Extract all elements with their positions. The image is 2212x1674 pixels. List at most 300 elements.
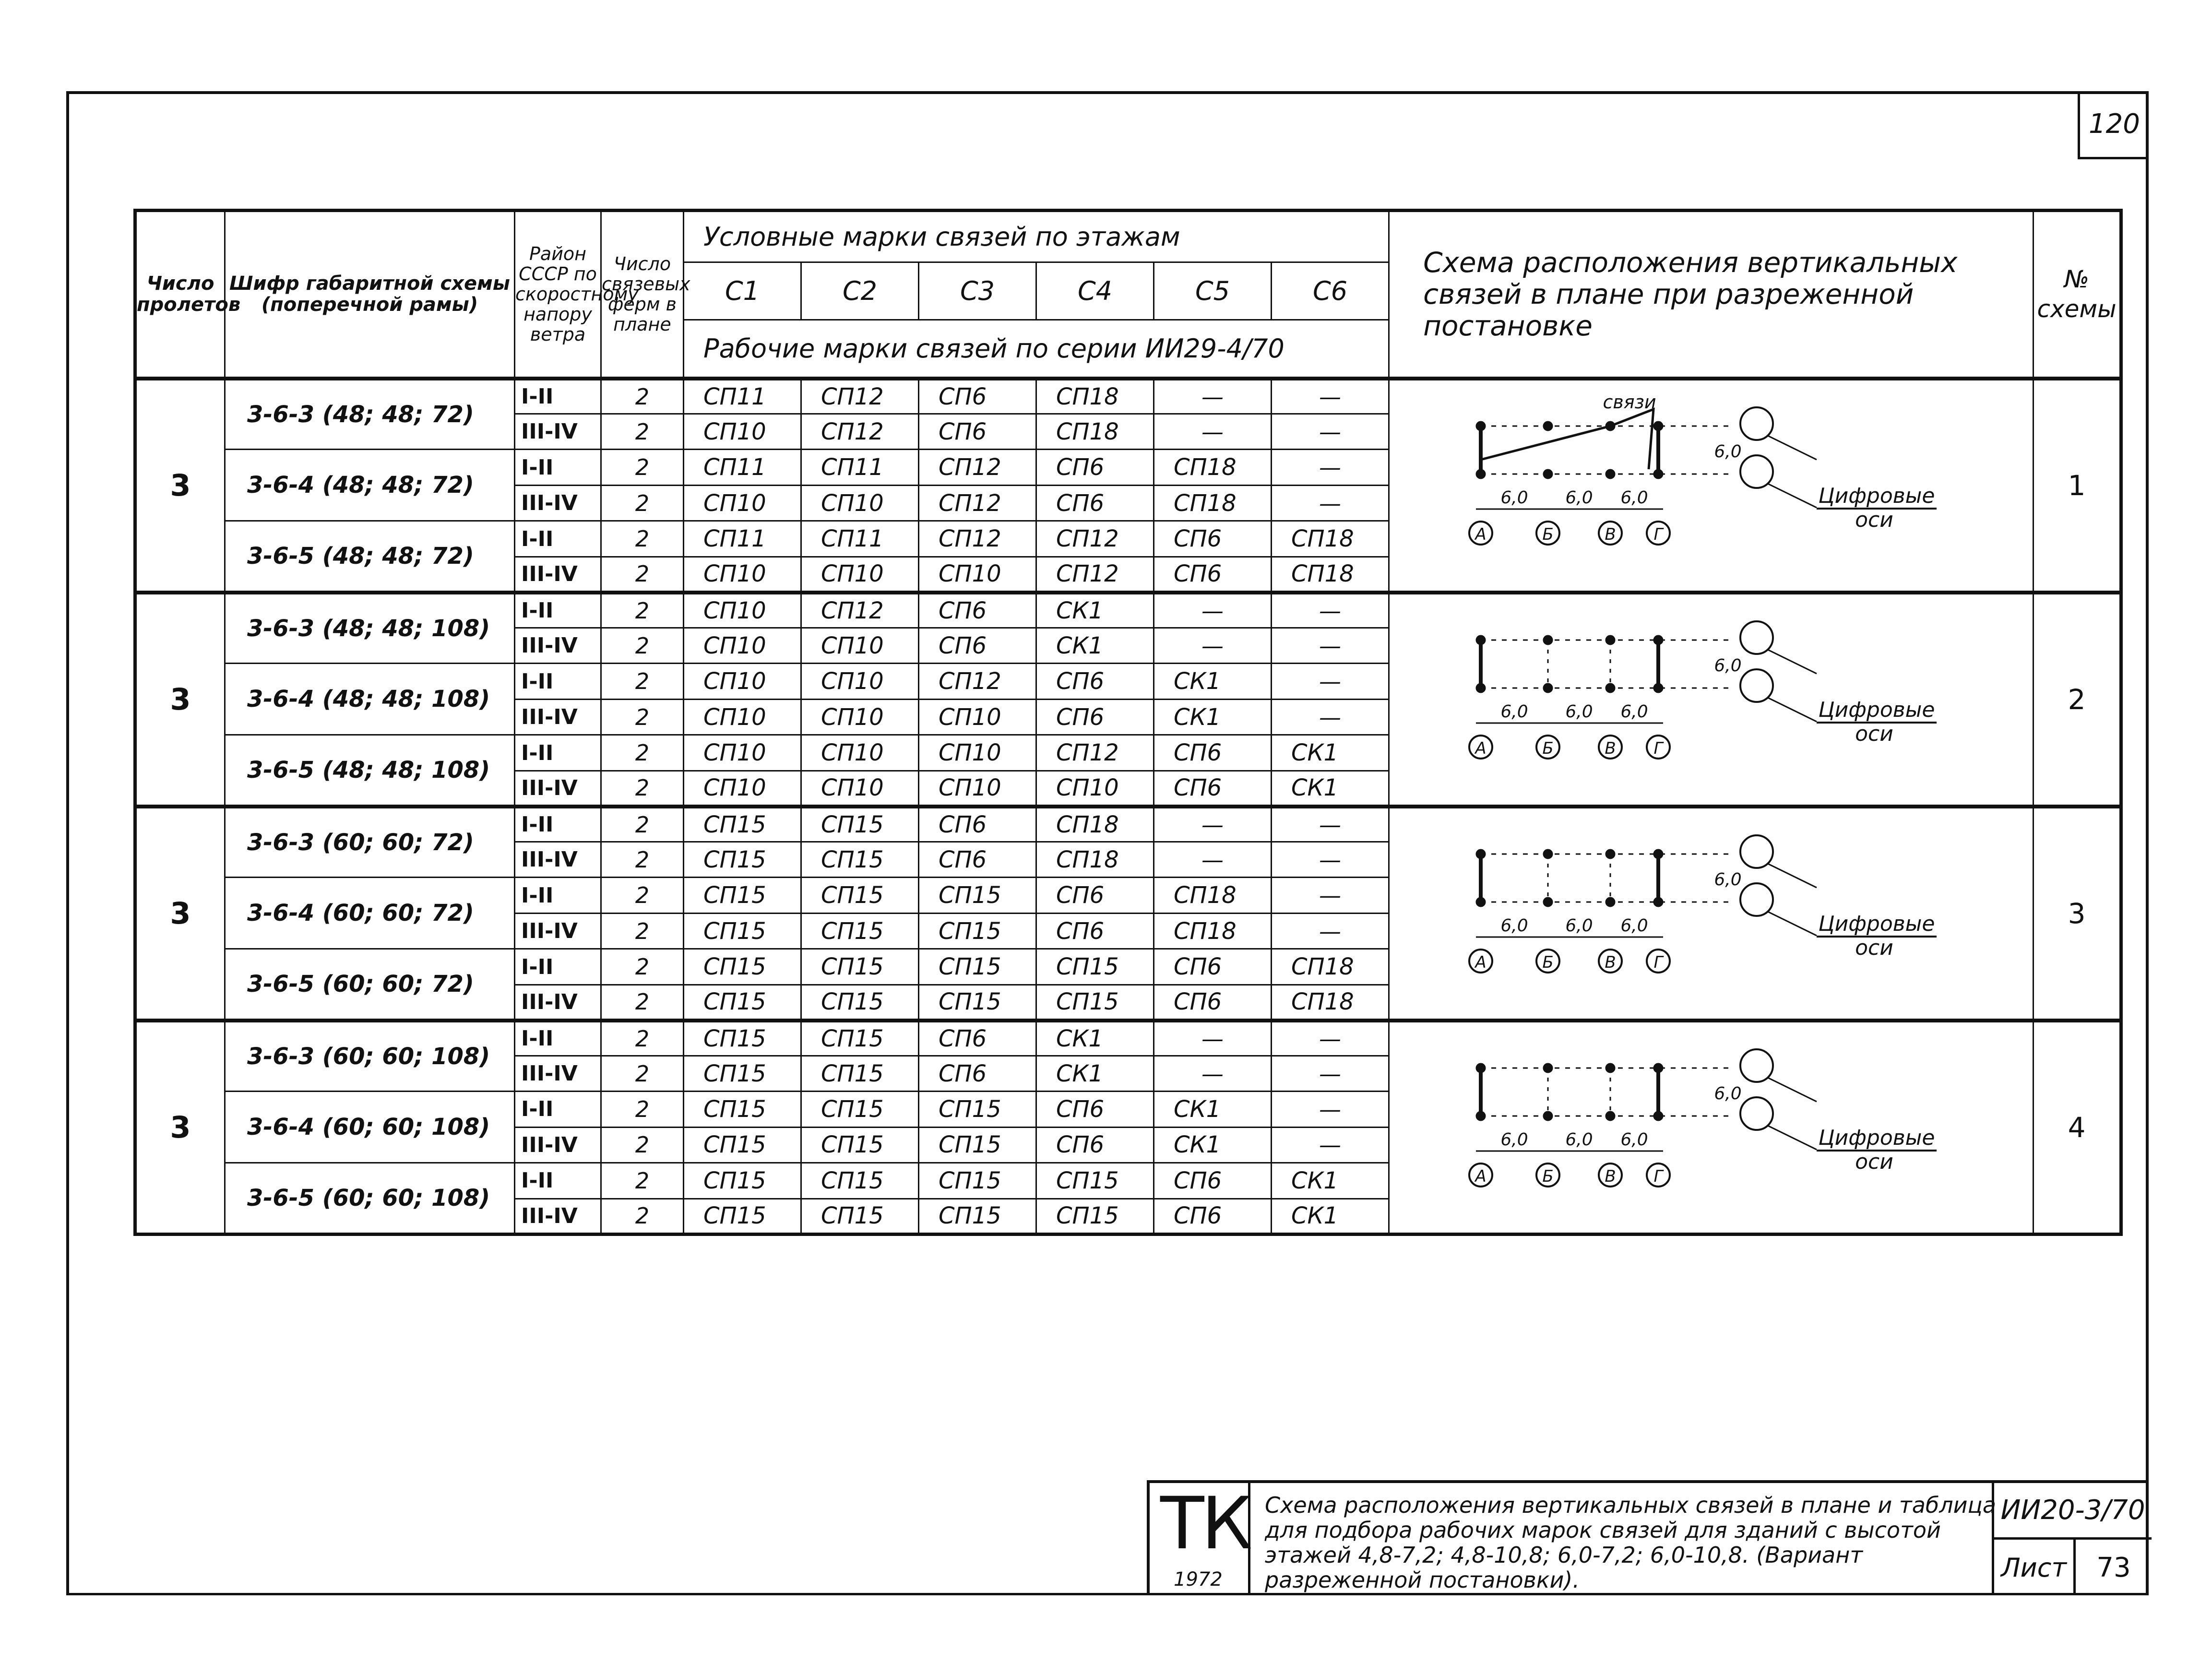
- leader-line: [1768, 912, 1817, 936]
- column-node: [1654, 1112, 1662, 1120]
- brace-mark-c5: СП6: [1154, 557, 1272, 593]
- column-node: [1477, 684, 1485, 692]
- truss-count: 2: [601, 1127, 684, 1163]
- truss-count: 2: [601, 486, 684, 521]
- column-node: [1477, 898, 1485, 906]
- column-node: [1606, 470, 1614, 478]
- wind-zone: III-IV: [515, 985, 601, 1021]
- leader-line: [1768, 1126, 1817, 1150]
- label-axes-word2: оси: [1855, 1149, 1893, 1174]
- brace-mark-c6: —: [1272, 450, 1389, 486]
- label-axes-word1: Цифровые: [1818, 911, 1935, 936]
- brace-mark-c5: СК1: [1154, 700, 1272, 735]
- dim-label: 6,0: [1500, 1129, 1528, 1150]
- bracing-scheme-3: [1390, 808, 2034, 1019]
- truss-count: 2: [601, 664, 684, 700]
- brace-mark-c1: СП10: [684, 414, 801, 450]
- header-conventional: Условные марки связей по этажам: [684, 211, 1389, 262]
- truss-count: 2: [601, 521, 684, 557]
- column-node: [1606, 684, 1614, 692]
- grid-axis-letter: В: [1605, 524, 1616, 544]
- dim-vertical: 6,0: [1714, 869, 1742, 890]
- brace-mark-c4: СП18: [1036, 842, 1154, 878]
- brace-mark-c1: СП10: [684, 486, 801, 521]
- wind-zone: III-IV: [515, 842, 601, 878]
- column-node: [1654, 470, 1662, 478]
- column-node: [1477, 636, 1485, 644]
- wind-zone: I-II: [515, 379, 601, 414]
- header-floor-c3: С3: [919, 262, 1036, 320]
- bracing-scheme-2: [1390, 594, 2034, 805]
- label-axes-word2: оси: [1855, 935, 1893, 960]
- dim-label: 6,0: [1500, 487, 1528, 508]
- column-node: [1606, 898, 1614, 906]
- table-row: [135, 593, 2121, 628]
- scheme-diagram-cell: [1389, 379, 2034, 593]
- column-node: [1544, 1112, 1552, 1120]
- truss-count: 2: [601, 450, 684, 486]
- dim-label: 6,0: [1620, 487, 1648, 508]
- brace-mark-c4: СП15: [1036, 1163, 1154, 1199]
- dim-label: 6,0: [1565, 487, 1593, 508]
- brace-mark-c2: СП10: [801, 735, 919, 771]
- span-count: 3: [135, 1021, 225, 1235]
- brace-mark-c2: СП15: [801, 807, 919, 842]
- brace-mark-c2: СП15: [801, 1092, 919, 1128]
- grid-axis-letter: В: [1605, 738, 1616, 758]
- wind-zone: III-IV: [515, 1127, 601, 1163]
- marks-table: [133, 209, 2123, 1236]
- wind-zone: I-II: [515, 949, 601, 985]
- wind-zone: III-IV: [515, 1056, 601, 1092]
- truss-count: 2: [601, 771, 684, 807]
- brace-mark-c2: СП15: [801, 842, 919, 878]
- header-floor-c5: С5: [1154, 262, 1272, 320]
- brace-mark-c3: СП12: [919, 664, 1036, 700]
- label-axes-word1: Цифровые: [1818, 483, 1935, 508]
- brace-mark-c4: СП6: [1036, 700, 1154, 735]
- brace-mark-c2: СП15: [801, 985, 919, 1021]
- grid-axis-letter: Г: [1653, 952, 1663, 972]
- brace-mark-c1: СП10: [684, 771, 801, 807]
- title-block-sheet-label: Лист: [1992, 1540, 2076, 1595]
- brace-mark-c6: СК1: [1272, 1199, 1389, 1234]
- brace-mark-c6: —: [1272, 664, 1389, 700]
- brace-mark-c1: СП15: [684, 1021, 801, 1056]
- brace-mark-c6: —: [1272, 1021, 1389, 1056]
- brace-mark-c1: СП10: [684, 557, 801, 593]
- column-node: [1544, 422, 1552, 430]
- column-node: [1477, 1112, 1485, 1120]
- brace-mark-c3: СП10: [919, 771, 1036, 807]
- wind-zone: I-II: [515, 1163, 601, 1199]
- grid-axis-letter: А: [1475, 738, 1487, 758]
- brace-mark-c3: СП15: [919, 985, 1036, 1021]
- brace-mark-c3: СП12: [919, 486, 1036, 521]
- dim-vertical: 6,0: [1714, 655, 1742, 676]
- brace-mark-c5: —: [1154, 593, 1272, 628]
- column-node: [1544, 898, 1552, 906]
- brace-mark-c4: СП6: [1036, 1127, 1154, 1163]
- wind-zone: I-II: [515, 1021, 601, 1056]
- brace-mark-c2: СП10: [801, 486, 919, 521]
- frame-code: 3-6-3 (60; 60; 108): [225, 1021, 515, 1092]
- brace-mark-c5: СП18: [1154, 486, 1272, 521]
- header-frame: Шифр габаритной схемы (поперечной рамы): [225, 211, 515, 379]
- bracing-scheme-1: [1390, 380, 2034, 591]
- title-block-logo-cell: [1150, 1483, 1250, 1595]
- column-node: [1654, 422, 1662, 430]
- brace-mark-c3: СП6: [919, 1021, 1036, 1056]
- title-block-code: ИИ20-3/70: [1992, 1483, 2152, 1540]
- brace-mark-c1: СП15: [684, 985, 801, 1021]
- brace-mark-c3: СП6: [919, 628, 1036, 664]
- brace-mark-c1: СП15: [684, 1163, 801, 1199]
- brace-mark-c4: СП10: [1036, 771, 1154, 807]
- grid-axis-letter: Б: [1542, 738, 1554, 758]
- brace-mark-c3: СП10: [919, 557, 1036, 593]
- brace-mark-c5: —: [1154, 414, 1272, 450]
- wind-zone: III-IV: [515, 771, 601, 807]
- frame-code: 3-6-4 (60; 60; 108): [225, 1092, 515, 1163]
- brace-mark-c3: СП6: [919, 807, 1036, 842]
- brace-mark-c4: СП6: [1036, 486, 1154, 521]
- frame-code: 3-6-3 (60; 60; 72): [225, 807, 515, 878]
- scheme-number: 1: [2034, 379, 2121, 593]
- brace-mark-c4: СП12: [1036, 735, 1154, 771]
- brace-mark-c2: СП15: [801, 1056, 919, 1092]
- scheme-diagram-cell: [1389, 593, 2034, 807]
- wind-zone: III-IV: [515, 414, 601, 450]
- brace-mark-c5: СК1: [1154, 1092, 1272, 1128]
- brace-mark-c2: СП15: [801, 1021, 919, 1056]
- brace-mark-c5: СП18: [1154, 450, 1272, 486]
- grid-axis-letter: Г: [1653, 1166, 1663, 1186]
- dim-vertical: 6,0: [1714, 441, 1742, 462]
- span-count: 3: [135, 593, 225, 807]
- brace-mark-c1: СП15: [684, 842, 801, 878]
- brace-mark-c3: СП15: [919, 878, 1036, 914]
- brace-mark-c5: СК1: [1154, 664, 1272, 700]
- brace-mark-c3: СП10: [919, 735, 1036, 771]
- brace-mark-c6: —: [1272, 486, 1389, 521]
- grid-axis-letter: А: [1475, 952, 1487, 972]
- truss-count: 2: [601, 1163, 684, 1199]
- bracing-scheme-4: [1390, 1022, 2034, 1233]
- wind-zone: I-II: [515, 878, 601, 914]
- wind-zone: I-II: [515, 735, 601, 771]
- brace-mark-c3: СП15: [919, 1199, 1036, 1234]
- brace-mark-c4: СП6: [1036, 450, 1154, 486]
- leader-line: [1768, 650, 1817, 674]
- brace-mark-c2: СП11: [801, 450, 919, 486]
- column-node: [1544, 470, 1552, 478]
- brace-mark-c3: СП12: [919, 521, 1036, 557]
- header-scheme-no: № схемы: [2034, 211, 2121, 379]
- brace-mark-c5: —: [1154, 1056, 1272, 1092]
- title-block-year: 1972: [1174, 1568, 1223, 1591]
- table-row: [135, 807, 2121, 842]
- brace-mark-c4: СП15: [1036, 985, 1154, 1021]
- grid-axis-letter: В: [1605, 952, 1616, 972]
- header-num: Число связевых ферм в плане: [601, 211, 684, 379]
- truss-count: 2: [601, 914, 684, 949]
- frame-code: 3-6-5 (60; 60; 108): [225, 1163, 515, 1234]
- brace-mark-c6: СК1: [1272, 735, 1389, 771]
- header-working: Рабочие марки связей по серии ИИ29-4/70: [684, 320, 1389, 379]
- brace-mark-c1: СП10: [684, 700, 801, 735]
- brace-mark-c3: СП15: [919, 914, 1036, 949]
- leader-line: [1768, 436, 1817, 460]
- brace-mark-c3: СП6: [919, 593, 1036, 628]
- frame-code: 3-6-4 (48; 48; 108): [225, 664, 515, 735]
- brace-mark-c5: —: [1154, 628, 1272, 664]
- brace-mark-c3: СП15: [919, 1163, 1036, 1199]
- brace-mark-c1: СП15: [684, 949, 801, 985]
- brace-mark-c1: СП15: [684, 1127, 801, 1163]
- truss-count: 2: [601, 1092, 684, 1128]
- grid-axis-letter: А: [1475, 524, 1487, 544]
- dim-label: 6,0: [1620, 701, 1648, 722]
- brace-mark-c5: СП18: [1154, 878, 1272, 914]
- label-axes-word1: Цифровые: [1818, 1125, 1935, 1150]
- header-count: Число пролетов: [135, 211, 225, 379]
- header-floor-c1: С1: [684, 262, 801, 320]
- title-block: [1147, 1480, 2149, 1595]
- wind-zone: III-IV: [515, 1199, 601, 1234]
- truss-count: 2: [601, 1021, 684, 1056]
- brace-mark-c1: СП15: [684, 1056, 801, 1092]
- brace-mark-c1: СП10: [684, 664, 801, 700]
- brace-mark-c6: —: [1272, 878, 1389, 914]
- brace-mark-c4: СП18: [1036, 379, 1154, 414]
- brace-mark-c3: СП6: [919, 1056, 1036, 1092]
- scheme-number: 4: [2034, 1021, 2121, 1235]
- brace-mark-c5: СП6: [1154, 521, 1272, 557]
- page-number: 120: [2078, 91, 2149, 159]
- truss-count: 2: [601, 557, 684, 593]
- truss-count: 2: [601, 379, 684, 414]
- brace-mark-c6: —: [1272, 379, 1389, 414]
- brace-mark-c3: СП15: [919, 1127, 1036, 1163]
- brace-mark-c2: СП12: [801, 414, 919, 450]
- grid-axis-letter: Г: [1653, 738, 1663, 758]
- brace-mark-c5: —: [1154, 1021, 1272, 1056]
- column-node: [1477, 470, 1485, 478]
- scheme-diagram-cell: [1389, 1021, 2034, 1235]
- column-node: [1654, 850, 1662, 858]
- diagonal-brace: [1481, 409, 1653, 469]
- truss-count: 2: [601, 735, 684, 771]
- brace-mark-c5: СП18: [1154, 914, 1272, 949]
- scheme-number: 3: [2034, 807, 2121, 1021]
- header-floor-c4: С4: [1036, 262, 1154, 320]
- brace-mark-c5: —: [1154, 379, 1272, 414]
- table-row: [135, 1021, 2121, 1056]
- label-links: связи: [1603, 391, 1656, 413]
- truss-count: 2: [601, 1199, 684, 1234]
- brace-mark-c4: СП18: [1036, 807, 1154, 842]
- brace-mark-c6: СП18: [1272, 985, 1389, 1021]
- brace-mark-c2: СП10: [801, 700, 919, 735]
- scheme-number: 2: [2034, 593, 2121, 807]
- frame-code: 3-6-4 (60; 60; 72): [225, 878, 515, 949]
- grid-axis-letter: Г: [1653, 524, 1663, 544]
- brace-mark-c4: СК1: [1036, 628, 1154, 664]
- dim-label: 6,0: [1620, 915, 1648, 936]
- truss-count: 2: [601, 593, 684, 628]
- brace-mark-c6: —: [1272, 414, 1389, 450]
- wind-zone: I-II: [515, 450, 601, 486]
- header-scheme: Схема расположения вертикальных связей в плане при разреженной постановке: [1389, 211, 2034, 379]
- brace-mark-c5: СП6: [1154, 985, 1272, 1021]
- brace-mark-c2: СП10: [801, 628, 919, 664]
- brace-mark-c2: СП15: [801, 1127, 919, 1163]
- frame-code: 3-6-5 (48; 48; 72): [225, 521, 515, 593]
- dim-label: 6,0: [1565, 915, 1593, 936]
- header-floor-c2: С2: [801, 262, 919, 320]
- brace-mark-c2: СП15: [801, 878, 919, 914]
- brace-mark-c5: СП6: [1154, 949, 1272, 985]
- tk-logo: ТК: [1160, 1482, 1250, 1566]
- brace-mark-c6: —: [1272, 628, 1389, 664]
- brace-mark-c6: СК1: [1272, 1163, 1389, 1199]
- brace-mark-c3: СП6: [919, 379, 1036, 414]
- brace-mark-c6: —: [1272, 807, 1389, 842]
- brace-mark-c1: СП11: [684, 521, 801, 557]
- grid-axis-letter: Б: [1542, 524, 1554, 544]
- dim-label: 6,0: [1620, 1129, 1648, 1150]
- brace-mark-c1: СП15: [684, 1199, 801, 1234]
- table-header: [135, 211, 2121, 379]
- brace-mark-c4: СП12: [1036, 521, 1154, 557]
- truss-count: 2: [601, 842, 684, 878]
- column-node: [1654, 898, 1662, 906]
- brace-mark-c1: СП10: [684, 628, 801, 664]
- wind-zone: III-IV: [515, 557, 601, 593]
- table-body: [135, 379, 2121, 1235]
- brace-mark-c1: СП15: [684, 1092, 801, 1128]
- dim-label: 6,0: [1500, 915, 1528, 936]
- title-block-sheet-number: 73: [2096, 1552, 2131, 1583]
- header-zone: Район СССР по скоростному напору ветра: [515, 211, 601, 379]
- brace-mark-c6: —: [1272, 700, 1389, 735]
- column-node: [1544, 684, 1552, 692]
- column-node: [1654, 684, 1662, 692]
- brace-mark-c2: СП10: [801, 664, 919, 700]
- truss-count: 2: [601, 628, 684, 664]
- brace-mark-c2: СП11: [801, 521, 919, 557]
- brace-mark-c4: СП6: [1036, 914, 1154, 949]
- brace-mark-c2: СП15: [801, 1199, 919, 1234]
- brace-mark-c1: СП11: [684, 379, 801, 414]
- grid-axis-letter: Б: [1542, 952, 1554, 972]
- grid-axis-letter: В: [1605, 1166, 1616, 1186]
- leader-line: [1768, 484, 1817, 508]
- brace-mark-c2: СП12: [801, 593, 919, 628]
- brace-mark-c5: СП6: [1154, 771, 1272, 807]
- wind-zone: I-II: [515, 521, 601, 557]
- dim-label: 6,0: [1565, 701, 1593, 722]
- brace-mark-c4: СП18: [1036, 414, 1154, 450]
- wind-zone: III-IV: [515, 486, 601, 521]
- brace-mark-c3: СП10: [919, 700, 1036, 735]
- frame-code: 3-6-3 (48; 48; 108): [225, 593, 515, 664]
- brace-mark-c6: СП18: [1272, 949, 1389, 985]
- scheme-diagram-cell: [1389, 807, 2034, 1021]
- frame-code: 3-6-4 (48; 48; 72): [225, 450, 515, 521]
- wind-zone: III-IV: [515, 914, 601, 949]
- truss-count: 2: [601, 949, 684, 985]
- label-axes-word2: оси: [1855, 507, 1893, 532]
- frame-code: 3-6-5 (48; 48; 108): [225, 735, 515, 807]
- frame-code: 3-6-5 (60; 60; 72): [225, 949, 515, 1021]
- wind-zone: I-II: [515, 664, 601, 700]
- dim-label: 6,0: [1500, 701, 1528, 722]
- brace-mark-c2: СП12: [801, 379, 919, 414]
- brace-mark-c5: СП6: [1154, 735, 1272, 771]
- brace-mark-c6: СП18: [1272, 521, 1389, 557]
- title-block-description: Схема расположения вертикальных связей в плане и таблица для подбора рабочих марок связей для зданий с высотой этажей 4,8-7,2; 4,8-10,8; 6,0-7,2; 6,0-10,8. (Вариант разреженной постановки).: [1265, 1492, 1997, 1593]
- span-count: 3: [135, 807, 225, 1021]
- wind-zone: III-IV: [515, 700, 601, 735]
- frame-code: 3-6-3 (48; 48; 72): [225, 379, 515, 450]
- label-axes-word1: Цифровые: [1818, 697, 1935, 722]
- wind-zone: III-IV: [515, 628, 601, 664]
- brace-mark-c4: СК1: [1036, 593, 1154, 628]
- brace-mark-c3: СП6: [919, 414, 1036, 450]
- table-row: [135, 379, 2121, 414]
- brace-mark-c6: —: [1272, 914, 1389, 949]
- span-count: 3: [135, 379, 225, 593]
- truss-count: 2: [601, 807, 684, 842]
- brace-mark-c4: СП15: [1036, 949, 1154, 985]
- brace-mark-c1: СП11: [684, 450, 801, 486]
- brace-mark-c2: СП15: [801, 949, 919, 985]
- truss-count: 2: [601, 414, 684, 450]
- brace-mark-c4: СП12: [1036, 557, 1154, 593]
- brace-mark-c5: —: [1154, 842, 1272, 878]
- column-node: [1477, 850, 1485, 858]
- brace-mark-c6: —: [1272, 593, 1389, 628]
- brace-mark-c4: СП6: [1036, 1092, 1154, 1128]
- label-axes-word2: оси: [1855, 721, 1893, 746]
- brace-mark-c4: СП15: [1036, 1199, 1154, 1234]
- brace-mark-c6: —: [1272, 1056, 1389, 1092]
- wind-zone: I-II: [515, 1092, 601, 1128]
- column-node: [1477, 422, 1485, 430]
- brace-mark-c1: СП10: [684, 593, 801, 628]
- brace-mark-c6: —: [1272, 842, 1389, 878]
- brace-mark-c6: —: [1272, 1092, 1389, 1128]
- leader-line: [1768, 1078, 1817, 1102]
- dim-label: 6,0: [1565, 1129, 1593, 1150]
- brace-mark-c2: СП15: [801, 1163, 919, 1199]
- grid-axis-letter: А: [1475, 1166, 1487, 1186]
- brace-mark-c3: СП12: [919, 450, 1036, 486]
- grid-axis-letter: Б: [1542, 1166, 1554, 1186]
- truss-count: 2: [601, 700, 684, 735]
- brace-mark-c2: СП10: [801, 557, 919, 593]
- brace-mark-c5: СП6: [1154, 1163, 1272, 1199]
- brace-mark-c1: СП15: [684, 878, 801, 914]
- brace-mark-c4: СК1: [1036, 1021, 1154, 1056]
- brace-mark-c5: СП6: [1154, 1199, 1272, 1234]
- leader-line: [1768, 864, 1817, 888]
- truss-count: 2: [601, 1056, 684, 1092]
- brace-mark-c6: СП18: [1272, 557, 1389, 593]
- brace-mark-c4: СП6: [1036, 664, 1154, 700]
